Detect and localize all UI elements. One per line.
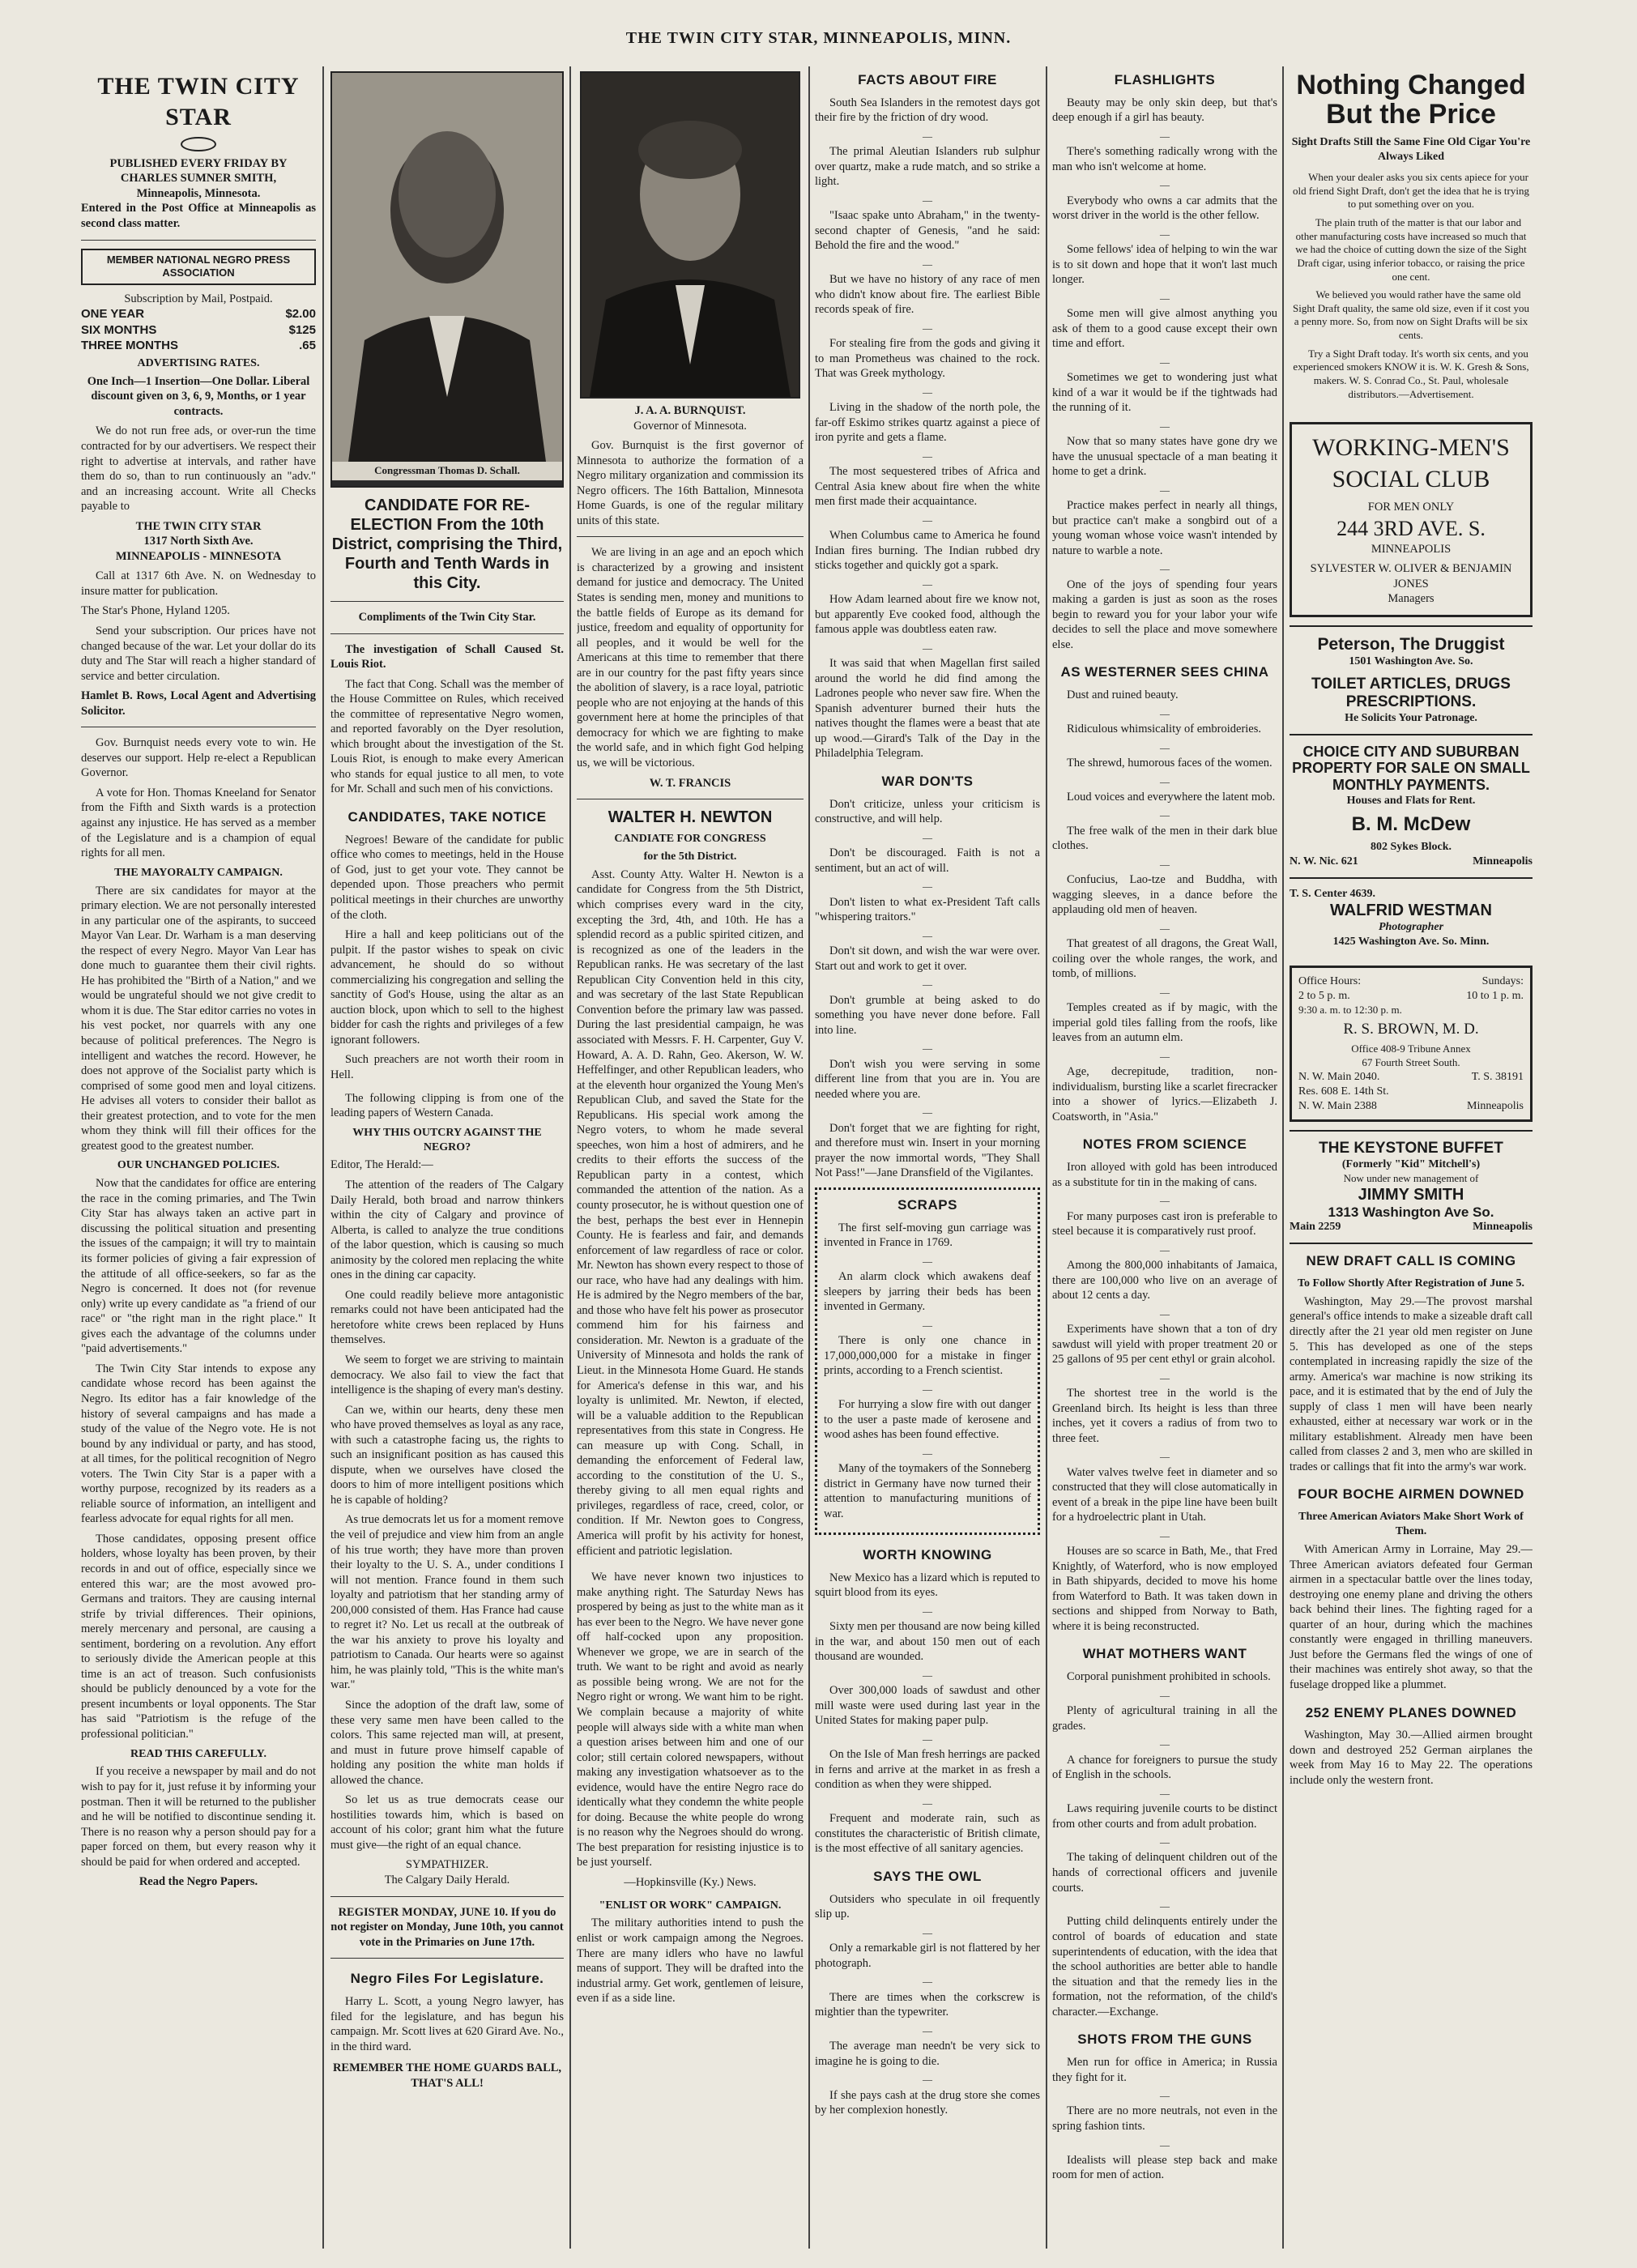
item-separator: —	[1160, 1195, 1170, 1207]
item-separator: —	[923, 322, 932, 334]
item-separator: —	[923, 194, 932, 206]
list-item: Some men will give almost anything you ask of them to a good cause except their own time and effort.	[1052, 307, 1277, 351]
column-rule	[808, 66, 810, 2249]
item-separator: —	[923, 929, 932, 941]
article-text: The Twin City Star intends to expose any candidate whose record has been against the Negro. Its editor has a fair knowledge of the history of several campaigns and has made a study of the value of the Negro vote. He is not bound by any individual or party, and has stood, at all times, for the political recognition of Negro voters. The Twin City Star is a paper with a worthy purpose, recognized by its readers as a reliable source of information, an intelligent and fearless advocate for equal rights for all men.	[81, 1362, 316, 1526]
list-item: Men run for office in America; in Russia they fight for it.	[1052, 2056, 1277, 2084]
list-item: Some fellows' idea of helping to win the war is to sit down and hope that it won't last much longer.	[1052, 243, 1277, 287]
article-text: Since the adoption of the draft law, some of these very same men have been called to the colors. This same rejected man will, at present, and must in future prove himself capable of holding any position the white man holds if allowed the chance.	[330, 1699, 564, 1787]
column-rule	[1046, 66, 1047, 2249]
portrait-photo	[330, 71, 564, 488]
item-separator: —	[923, 880, 932, 893]
item-separator: —	[923, 1669, 932, 1682]
item-separator: —	[1160, 228, 1170, 240]
rate-row: ONE YEAR $2.00	[81, 307, 316, 322]
item-separator: —	[1160, 2138, 1170, 2151]
article-text: Negroes! Beware of the candidate for public office who comes to meetings, held in the House of God, just to get your vote. They cannot be depended upon. Those preachers who permit political meetings in their churches are unworthy of the cloth.	[330, 833, 564, 922]
section-head: FACTS ABOUT FIRE	[858, 72, 997, 87]
headline: CANDIDATE FOR RE-ELECTION From the 10th District, comprising the Third, Fourth and Tenth Wards in this City.	[331, 497, 563, 592]
ad-headline: Nothing Changed But the Price	[1296, 71, 1526, 130]
item-separator: —	[1160, 707, 1170, 719]
item-separator: —	[923, 2074, 932, 2086]
item-separator: —	[1160, 1243, 1170, 1256]
section-head: FLASHLIGHTS	[1114, 72, 1216, 87]
list-item: Don't listen to what ex-President Taft calls "whispering traitors."	[815, 895, 1040, 924]
list-item: An alarm clock which awakens deaf sleepers by jarring their beds has been invented in Germany.	[824, 1269, 1031, 1314]
column-rule	[1282, 66, 1284, 2249]
item-separator: —	[923, 1926, 932, 1938]
list-item: There is only one chance in 17,000,000,000 for a mistake in finger prints, according to a French scientist.	[824, 1333, 1031, 1378]
entered-notice: Entered in the Post Office at Minneapolis as second class matter.	[81, 202, 316, 230]
item-separator: —	[923, 1106, 932, 1119]
list-item: Many of the toymakers of the Sonneberg district in Germany have now turned their attention to manufacturing munitions of war.	[824, 1461, 1031, 1520]
section-head: NOTES FROM SCIENCE	[1082, 1136, 1247, 1153]
subscription: Subscription by Mail, Postpaid.	[124, 292, 273, 305]
list-item: Beauty may be only skin deep, but that's deep enough if a girl has beauty.	[1052, 96, 1277, 125]
list-item: The primal Aleutian Islanders rub sulphur over quartz, make a rude match, and so strike a light.	[815, 145, 1040, 189]
item-separator: —	[1160, 1451, 1170, 1463]
list-item: On the Isle of Man fresh herrings are packed in ferns and arrive at the market in as fresh a condition as when they were shipped.	[815, 1748, 1040, 1792]
article-text: We are living in an age and an epoch which is characterized by a growing and insistent demand for justice and democracy. The United States is sending men, money and munitions to the battle fields of Europe as its demand for justice, freedom and equality of opportunity for all peoples, and it would be well for the Americans at this time to remember that there are in our country for the past fifty years since the abolition of slavery, is a race loyal, patriotic people who are not enjoying at the hands of this government here at home the principles of that democracy for which we are fighting to make the world safe, and in which fight God helping us, we will be victorious.	[577, 546, 804, 770]
article-text: Washington, May 29.—The provost marshal general's office intends to make a sizeable draft call directly after the 21 year old men register on June 5. This has developed as one of the steps contemplated in increasing rapidly the size of the army. America's war machine is now striking its pace, and it is estimated that by the end of July the supply of class 1 men will have been nearly exhausted, either at necessary war work or in the military establishment. Already men have been called from classes 2 and 3, men who are skilled in trades or callings that fit into the army's war work.	[1290, 1294, 1533, 1473]
list-item: Don't sit down, and wish the war were over. Start out and work to get it over.	[815, 944, 1040, 973]
list-item: When Columbus came to America he found Indian fires burning. The Indian rubbed dry sticks together and quickly got a spark.	[815, 529, 1040, 573]
list-item: Loud voices and everywhere the latent mob.	[1067, 790, 1276, 804]
section-head: AS WESTERNER SEES CHINA	[1060, 664, 1269, 680]
item-separator: —	[923, 1605, 932, 1618]
item-separator: —	[1160, 775, 1170, 787]
section-head: Negro Files For Legislature.	[350, 1971, 544, 1987]
section-head: SAYS THE OWL	[873, 1869, 982, 1885]
place: Minneapolis, Minnesota.	[136, 186, 261, 200]
article-text: With American Army in Lorraine, May 29.—Three American aviators defeated four German airmen in a spectacular battle over the lines today, destroying one enemy plane and driving the others back behind their lines. The fighting raged for a quarter of an hour, during which the machines constantly were engaged in thrilling maneuvers. Just before the Germans fled the wings of one of their machines was entirely shot away, so that the fuselage dropped like a plummet.	[1290, 1543, 1533, 1691]
column-rule	[569, 66, 571, 2249]
item-separator: —	[1160, 1371, 1170, 1383]
list-item: There are no more neutrals, not even in the spring fashion tints.	[1052, 2104, 1277, 2134]
column-1: THE TWIN CITY STAR PUBLISHED EVERY FRIDAY BY CHARLES SUMNER SMITH, Minneapolis, Minnesota. Entered in the Post Office at Minneapolis as second class matter. MEMBER NATIONAL NEGRO PRESS ASSOCIATION Subscription by Mail, Postpaid. ONE YEAR $2.00 SIX MONTHS $125 THREE MONTHS .65 ADVERTISING RATES. One Inch—1 Insertion—One Dollar. Liberal discount given on 3, 6, 9, Months, or 1 year contracts. We do not run free ads, or over-run the time contracted for by our advertisers. We respect their right to advertise at intervals, and rather have them do so, than to run continuously an "adv." and an increasing account. Write all Checks payable to THE TWIN CITY STAR 1317 North Sixth Ave. MINNEAPOLIS - MINNESOTA Call at 1317 6th Ave. N. on Wednesday to insure matter for publication. The Star's Phone, Hyland 1205. Send your subscription. Our prices have not changed because of the war. Let your dollar do its duty and The Star will reach a higher standard of service and better circulation. Hamlet B. Rows, Local Agent and Advertising Solicitor. Gov. Burnquist needs every vote to win. He deserves our support. Help re-elect a Republican Governor. A vote for Hon. Thomas Kneeland for Senator from the Fifth and Sixth wards is a protection against any injustice. He has served as a member of the Legislature and is a champion of equal rights for all men. THE MAYORALTY CAMPAIGN. There are six candidates for mayor at the primary election. We are not personally interested in any particular one of the aspirants, to succeed Mayor Van Lear. Dr. Warham is a man deserving the respect of every Negro. Mayor Van Lear has done much to guarantee them their civil rights. He has prohibited the "Birth of a Nation," and we would be ungrateful should we not give credit to whom it is due. The Star editor carries no votes in his vest pocket, nor quarrels with any one because of political preferences. The Negro is intelligent and watches the record. However, he does not approve of the Socialist party which is comprised of some good men and loyal citizens. He advises all voters to consider their ballot as their greatest protection, and to vote for the men whom they think will fill their offices for the greatest good to the greatest number. OUR UNCHANGED POLICIES. Now that the candidates for office are entering the race in the coming primaries, and The Twin City Star has always taken an active part in discussing the political situation and presenting the issues of the campaign; it will try to maintain its former policies of giving a fair expression of the attitude of all office-seekers, so far as the Negro is concerned. It does not (for revenue only) write up every candidate as "a friend of our race" or "the right man in the right place." It gives each the advantage of the columns under "paid advertisements." The Twin City Star intends to expose any candidate whose record has been against the Negro. Its editor has a fair knowledge of the history of several campaigns and has made a study of the value of the Negro vote. He is not bound by any individual or party, and has stood, at all times, for the political recognition of Negro voters. The Twin City Star is a paper with a worthy purpose, recognized by its readers as a reliable source of information, an intelligent and fearless advocate for equal rights for all men. Those candidates, opposing present office holders, whose loyalty has been proven, by their records in and out of office, especially since we entered this war; are the most avowed pro-Germans and traitors. They are causing internal strife by trivial differences. Their opinions, merely mercenary and personal, are causing a sentiment, bordering on a revolution. Any effort to seriously divide the American people at this time is an act of treason. Such confusionists should be publicly denounced by a vote for the present incumbents or loyal opponents. The Star has said "Patriotism is the refuge of the professional politician." READ THIS CAREFULLY. If you receive a newspaper by mail and do not wish to pay for it, just refuse it by informing your postman. Then it will be returned to the publisher and he will be notified to discontinue sending it. There is no reason why a person should pay for a paper forced on them, but every reason why it should be paid for when ordered and accepted. Read the Negro Papers.	[81, 73, 316, 1889]
section-head: WAR DON'TS	[881, 774, 974, 790]
list-item: Ridiculous whimsicality of embroideries.	[1067, 723, 1262, 736]
item-separator: —	[1160, 1307, 1170, 1319]
article-text: The fact that Cong. Schall was the member of the House Committee on Rules, which received the committee of representative Negro women, and reported favorably on the Dyer resolution, which brought about the investigation of the St. Louis Riot, is enough to make every American who stands for equal justice to all men, to vote for Mr. Schall and such men of his convictions.	[330, 677, 564, 796]
adv-body: One Inch—1 Insertion—One Dollar. Liberal discount given on 3, 6, 9, Months, or 1 year contracts.	[87, 374, 310, 418]
article-text: Now that the candidates for office are entering the race in the coming primaries, and The Twin City Star has always taken an active part in discussing the political situation and presenting the issues of the campaign; it will try to maintain its former policies of giving a fair expression of the attitude of all office-seekers, so far as the Negro is concerned. It does not (for revenue only) write up every candidate as "a friend of our race" or "the right man in the right place." It gives each the advantage of the columns under "paid advertisements."	[81, 1177, 316, 1356]
list-item: Sometimes we get to wondering just what kind of a war it would be if the tightwads had the running of it.	[1052, 371, 1277, 415]
item-separator: —	[923, 642, 932, 654]
item-separator: —	[923, 514, 932, 526]
property-ad: CHOICE CITY AND SUBURBAN PROPERTY FOR SALE ON SMALL MONTHLY PAYMENTS. Houses and Flats for Rent. B. M. McDew 802 Sykes Block. N. W. Nic. 621 Minneapolis	[1290, 734, 1533, 877]
list-item: New Mexico has a lizard which is reputed to squirt blood from its eyes.	[815, 1571, 1040, 1600]
list-item: Everybody who owns a car admits that the worst driver in the world is the other fellow.	[1052, 194, 1277, 223]
list-item: Putting child delinquents entirely under the control of boards of education and state superintendents of education, with the idea that the school authorities are better able to handle the situation and that the remedy lies in the formation, not the reformation, of the child's character.—Exchange.	[1052, 1915, 1277, 2019]
item-separator: —	[923, 1733, 932, 1746]
item-separator: —	[1160, 292, 1170, 304]
item-separator: —	[1160, 420, 1170, 432]
item-separator: —	[1160, 130, 1170, 142]
list-item: Now that so many states have gone dry we have the unusual spectacle of a man beating it home to get a drink.	[1052, 435, 1277, 479]
list-item: Confucius, Lao-tze and Buddha, with wagging sleeves, in a dance before the applauding old men of heaven.	[1052, 873, 1277, 917]
list-item: But we have no history of any race of men who didn't know about fire. The earliest Bible records speak of fire.	[815, 273, 1040, 317]
article-text: As true democrats let us for a moment remove the veil of prejudice and view him from an angle of his true worth; they have more than proven their loyalty to the U. S. A., under conditions I will not mention. France found in them such loyalty and patriotism that her standing army of 200,000 consisted of them. Has France had cause to regret it? No. Let us recall at the outbreak of the war his anxiety to prove his loyalty and patriotism to Canada. Our hearts were so against him, he was plainly told, "This is the white man's war."	[330, 1513, 564, 1692]
item-separator: —	[1160, 1738, 1170, 1750]
article-text: There are six candidates for mayor at the primary election. We are not personally interested in any particular one of the aspirants, to succeed Mayor Van Lear. Dr. Warham is a man deserving the respect of every Negro. Mayor Van Lear has done much to guarantee them their civil rights. He has prohibited the "Birth of a Nation," and we would be ungrateful should we not give credit to whom it is due. The Star editor carries no votes in his vest pocket, nor quarrels with any one because of political preferences. The Negro is intelligent and watches the record. However, he does not approve of the Socialist party which is comprised of some good men and loyal citizens. He advises all voters to consider their ballot as their greatest protection, and to vote for the men whom they think will fill their offices for the greatest good to the greatest number.	[81, 884, 316, 1153]
item-separator: —	[1160, 922, 1170, 934]
item-separator: —	[1160, 1050, 1170, 1062]
section-head: WORTH KNOWING	[863, 1547, 992, 1563]
section-head: SHOTS FROM THE GUNS	[1077, 2031, 1252, 2048]
item-separator: —	[1160, 809, 1170, 821]
list-item: The taking of delinquent children out of the hands of correctional officers and juvenile courts.	[1052, 1851, 1277, 1895]
article-text: Gov. Burnquist needs every vote to win. He deserves our support. Help re-elect a Republican Governor.	[81, 736, 316, 780]
article-text: Asst. County Atty. Walter H. Newton is a candidate for Congress from the 5th District, which comprises every ward in the city, excepting the 3rd, 4th, and 10th. He has a splendid record as a public spirited citizen, and is recognized as one of the leaders in the Republican ranks. He was secretary of the last Republican City Convention held in this city, and was secretary of the last State Republican Convention before the primary law was passed. During the last presidential campaign, he was associated with Messrs. F. H. Carpenter, Guy V. Howard, A. A. D. Rahn, Geo. Akerson, W. W. Heffelfinger, and other Republican leaders, who at the eleventh hour organized the Young Men's Republican Club, and saved the State for the Republicans. His special work among the Negro voters, to whom he made several speeches, won him a host of admirers, and he credits to their efforts the success of the Republican party in a contest, which commanded the attention of the nation. As a county prosecutor, he is without question one of the best, perhaps the best ever in Hennepin County. He is fearless and fair, and demands enforcement of law regardless of race or color. Mr. Newton has shown every respect to those of our race, who have had any dealings with him. He is admired by the Negro members of the bar, and those who have felt his power as prosecutor commend him for his fairness and consideration. Mr. Newton is a graduate of the University of Minnesota and holds the rank of Lieut. in the Minnesota Home Guard. He stands for America's defense in this war, and his loyalty is unlimited. Mr. Newton, if elected, will be a valuable addition to the Republican representatives from this state in Congress. He can measure up with Cong. Schall, in demanding the enforcement of Federal law, according to the constitution of the U. S., thereby giving to all men equal rights and privileges, regardless of race, creed, color, or condition. If Mr. Newton goes to Congress, America will profit by his activity for honest, efficient and patriotic legislation.	[577, 868, 804, 1558]
buffet-ad: THE KEYSTONE BUFFET (Formerly "Kid" Mitchell's) Now under new management of JIMMY SMITH 1313 Washington Ave So. Main 2259 Minneapolis	[1290, 1130, 1533, 1243]
list-item: Don't wish you were serving in some different line from that you are in. You are needed where you are.	[815, 1057, 1040, 1101]
register-notice: REGISTER MONDAY, JUNE 10. If you do not register on Monday, June 10th, you cannot vote in the Primaries on June 17th.	[330, 1905, 564, 1949]
list-item: Among the 800,000 inhabitants of Jamaica, there are 100,000 who live on an average of about 12 cents a day.	[1052, 1259, 1277, 1302]
item-separator: —	[1160, 1787, 1170, 1799]
rate-row: SIX MONTHS $125	[81, 322, 316, 337]
section-head: 252 ENEMY PLANES DOWNED	[1305, 1704, 1517, 1720]
article-text: Those candidates, opposing present office holders, whose loyalty has been proven, by their records in and out of office, especially since we entered this war; are the most avowed pro-Germans and traitors. They are causing internal strife by trivial differences. Their opinions, merely mercenary and personal, are causing a sentiment, bordering on a revolution. Any effort to seriously divide the American people at this time is an act of treason. Such confusionists should be publicly denounced by a vote for the present incumbents or loyal opponents. The Star has said "Patriotism is the refuge of the professional politician."	[81, 1532, 316, 1741]
list-item: Outsiders who speculate in oil frequently slip up.	[815, 1892, 1040, 1921]
item-separator: —	[923, 578, 932, 590]
photo-caption: J. A. A. BURNQUIST.	[634, 404, 746, 417]
list-item: Living in the shadow of the north pole, the far-off Eskimo strikes quartz against a piece of iron pyrite and gets a flame.	[815, 401, 1040, 445]
column-2: Congressman Thomas D. Schall. CANDIDATE FOR RE-ELECTION From the 10th District, comprising the Third, Fourth and Tenth Wards in this City. Compliments of the Twin City Star. The investigation of Schall Caused St. Louis Riot. The fact that Cong. Schall was the member of the House Committee on Rules, which received the committee of representative Negro women, and reported favorably on the Dyer resolution, which brought about the investigation of the St. Louis Riot, is enough to make every American who stands for equal justice to all men, to vote for Mr. Schall and such men of his convictions. CANDIDATES, TAKE NOTICE Negroes! Beware of the candidate for public office who comes to meetings, held in the House of God, just to get your vote. They cannot be depended upon. Those preachers who permit political meetings in their churches are unworthy of the cloth. Hire a hall and keep politicians out of the pulpit. If the pastor wishes to speak on civic advancement, he should do so without commercializing his congregation and selling the sanctity of God's House, using the altar as an auction block, upon which to sell to the highest bidder for cash the rights and privileges of a few ignorant followers. Such preachers are not worth their room in Hell. The following clipping is from one of the leading papers of Western Canada. WHY THIS OUTCRY AGAINST THE NEGRO? Editor, The Herald:— The attention of the readers of The Calgary Daily Herald, both broad and narrow thinkers within the city of Calgary and province of Alberta, is called to analyze the true conditions of the labor question, which is causing so much animosity by the colored men replacing the white ones in the dining car capacity. One could readily believe more antagonistic remarks could not have been anticipated had the heretofore white crews been replaced by Huns themselves. We seem to forget we are striving to maintain democracy. We also fail to view the fact that intelligence is the shaping of every man's destiny. Can we, within our hearts, deny these men who have proved themselves as loyal as any race, with such a catastrophe facing us, the rights to such an insignificant position as has caused this dispute, when we ourselves have closed the doors to him of more intelligent positions which he is capable of holding? As true democrats let us for a moment remove the veil of prejudice and view him from an angle of his true worth; they have more than proven their loyalty to the U. S. A., under conditions I will not mention. France found in them such loyalty and patriotism that her standing army of 200,000 consisted of them. Has France had cause to regret it? No. Let us recall at the outbreak of the war his anxiety to prove his loyalty and patriotism to Canada. Our hearts were so against him, he was plainly told, "This is the white man's war." Since the adoption of the draft law, some of these very same men have been called to the colors. This same rejected man will, at present, and must in future prove himself capable of holding any position the white man holds if allowed the chance. So let us as true democrats cease our hostilities towards him, which is based on account of his color; grant him what the future must give—the right of an equal chance. SYMPATHIZER. The Calgary Daily Herald. REGISTER MONDAY, JUNE 10. If you do not register on Monday, June 10th, you cannot vote in the Primaries on June 17th. Negro Files For Legislature. Harry L. Scott, a young Negro lawyer, has filed for the legislature, and has begun his campaign. Mr. Scott lives at 620 Girard Ave. No., in the third ward. REMEMBER THE HOME GUARDS BALL, THAT'S ALL!	[330, 71, 564, 2244]
doctor-ad: Office Hours: Sundays: 2 to 5 p. m. 10 to 1 p. m. 9:30 a. m. to 12:30 p. m. R. S. BROWN, M. D. Office 408-9 Tribune Annex 67 Fourth Street South. N. W. Main 2040. T. S. 38191 Res. 608 E. 14th St. N. W. Main 2388 Minneapolis	[1290, 966, 1533, 1123]
paper-title: THE TWIN CITY STAR	[97, 73, 300, 131]
list-item: The shortest tree in the world is the Greenland birch. Its height is less than three inches, yet it covers a radius of from two to three feet.	[1052, 1387, 1277, 1445]
list-item: The most sequestered tribes of Africa and Central Asia knew about fire when the white men first made their acquaintance.	[815, 465, 1040, 509]
adv-head: ADVERTISING RATES.	[137, 356, 260, 369]
article-text: We have never known two injustices to make anything right. The Saturday News has prospered by being as just to the white man as it has ever been to the Negro. We have never gone off half-cocked upon any proposition. Whenever we grope, we are in search of the truth. We want to be right and avoid as nearly as possible being wrong. We are not for the Negro right or wrong. We want him to be right. We complain because a majority of white people will always side with a white man when a question arises between him and one of our color; still certain colored newspapers, without making any investigation whatsoever as to the evidence, would have the entire Negro race do identically what they condemn the white people for doing. Because the white people do wrong is no reason why the Negroes should do wrong. The best preparation for resisting injustice is to be just yourself.	[577, 1571, 804, 1869]
item-separator: —	[1160, 1529, 1170, 1541]
item-separator: —	[1160, 1689, 1170, 1701]
scraps-box	[815, 1187, 1040, 1535]
list-item: For stealing fire from the gods and giving it to man Prometheus was chained to the rock. That was Greek mythology.	[815, 337, 1040, 381]
article-text: The military authorities intend to push the enlist or work campaign among the Negroes. There are many idlers who have no lawful means of support. They will be drafted into the industrial army. Get work, gentlemen of leisure, even if as a side line.	[577, 1916, 804, 2006]
list-item: The first self-moving gun carriage was invented in France in 1769.	[824, 1221, 1031, 1250]
item-separator: —	[1160, 356, 1170, 368]
list-item: Dust and ruined beauty.	[1067, 688, 1179, 702]
item-separator: —	[923, 1976, 932, 1988]
rates-table	[81, 306, 316, 353]
article-text: Gov. Burnquist is the first governor of Minnesota to authorize the formation of a Negro military organization and commission its Negro officers. The 16th Battalion, Minnesota Home Guards, is one of the regular military units of this state.	[577, 439, 804, 527]
list-item: How Adam learned about fire we know not, but apparently Eve cooked food, although the famous apple was doubtless eaten raw.	[815, 593, 1040, 637]
list-item: There's something radically wrong with the man who isn't welcome at home.	[1052, 145, 1277, 173]
list-item: Iron alloyed with gold has been introduced as a substitute for tin in the making of cans.	[1052, 1161, 1277, 1189]
item-separator: —	[923, 2024, 932, 2036]
list-item: For many purposes cast iron is preferable to steel because it is comparatively rust proof.	[1052, 1209, 1277, 1238]
list-item: Sixty men per thousand are now being killed in the war, and about 150 men out of each thousand are wounded.	[815, 1620, 1040, 1664]
article-text: If you receive a newspaper by mail and do not wish to pay for it, just refuse it by informing your postman. Then it will be returned to the publisher and he will be notified to discontinue sending it. There is no reason why a person should pay for a paper forced on them, but every reason why it should be paid for when ordered and accepted.	[81, 1765, 316, 1869]
list-item: A chance for foreigners to pursue the study of English in the schools.	[1052, 1753, 1277, 1782]
list-item: Don't be discouraged. Faith is not a sentiment, but an act of will.	[815, 846, 1040, 875]
list-item: Don't criticize, unless your criticism is constructive, and will help.	[815, 797, 1040, 826]
article-text: Call at 1317 6th Ave. N. on Wednesday to insure matter for publication.	[81, 569, 316, 598]
section-head: NEW DRAFT CALL IS COMING	[1306, 1253, 1516, 1269]
section-head: OUR UNCHANGED POLICIES.	[117, 1159, 280, 1172]
article-text: A vote for Hon. Thomas Kneeland for Senator from the Fifth and Sixth wards is a protection against any injustice. He has served as a member of the Legislature and is a champion of equal rights for all men.	[81, 786, 316, 860]
member-box: MEMBER NATIONAL NEGRO PRESS ASSOCIATION	[81, 249, 316, 285]
article-text: The following clipping is from one of the leading papers of Western Canada.	[330, 1091, 564, 1120]
item-separator: —	[923, 1447, 932, 1459]
article-text: Send your subscription. Our prices have not changed because of the war. Let your dollar do its duty and The Star will reach a higher standard of service and better circulation.	[81, 624, 316, 683]
item-separator: —	[923, 1255, 932, 1267]
published-line: PUBLISHED EVERY FRIDAY BY	[109, 156, 288, 170]
list-item: Temples created as if by magic, with the imperial gold tiles falling from the roofs, like leaves from an autumn elm.	[1052, 1001, 1277, 1045]
item-separator: —	[923, 258, 932, 270]
running-head: THE TWIN CITY STAR, MINNEAPOLIS, MINN.	[625, 29, 1012, 47]
list-item: The shrewd, humorous faces of the women.	[1067, 756, 1273, 770]
list-item: Laws requiring juvenile courts to be distinct from other courts and from adult probation.	[1052, 1802, 1277, 1831]
section-head: "ENLIST OR WORK" CAMPAIGN.	[599, 1899, 782, 1912]
item-separator: —	[1160, 858, 1170, 870]
section-head: WHAT MOTHERS WANT	[1082, 1646, 1247, 1662]
photographer-ad: T. S. Center 4639. WALFRID WESTMAN Photographer 1425 Washington Ave. So. Minn.	[1290, 877, 1533, 957]
article-text: We seem to forget we are striving to maintain democracy. We also fail to view the fact that intelligence is the shaping of every man's destiny.	[330, 1353, 564, 1397]
list-item: Frequent and moderate rain, such as constitutes the characteristic of British climate, is the most effective of all sanitary agencies.	[815, 1812, 1040, 1856]
item-separator: —	[1160, 986, 1170, 998]
column-rule	[322, 66, 324, 2249]
article-text: Such preachers are not worth their room in Hell.	[330, 1053, 564, 1081]
headline: WALTER H. NEWTON	[607, 808, 773, 827]
item-separator: —	[1160, 1900, 1170, 1912]
publisher: CHARLES SUMNER SMITH,	[120, 172, 277, 185]
list-item: Only a remarkable girl is not flattered by her photograph.	[815, 1942, 1040, 1970]
item-separator: —	[923, 386, 932, 398]
item-separator: —	[923, 978, 932, 991]
item-separator: —	[923, 1797, 932, 1810]
item-separator: —	[1160, 741, 1170, 753]
list-item: Practice makes perfect in nearly all things, but practice can't make a songbird out of a young woman whose voice wasn't intended by nature to warble a note.	[1052, 499, 1277, 557]
column-5	[1052, 71, 1277, 2244]
item-separator: —	[923, 1383, 932, 1395]
section-head: FOUR BOCHE AIRMEN DOWNED	[1298, 1486, 1524, 1503]
item-separator: —	[1160, 563, 1170, 575]
section-head: THE MAYORALTY CAMPAIGN.	[114, 866, 283, 879]
list-item: Experiments have shown that a ton of dry sawdust will yield with proper treatment 20 or 25 gallons of 95 per cent ethyl or grain alcohol.	[1052, 1323, 1277, 1366]
item-separator: —	[923, 130, 932, 142]
list-item: Over 300,000 loads of sawdust and other mill waste were used during last year in the United States for making paper pulp.	[815, 1684, 1040, 1728]
article-text: So let us as true democrats cease our hostilities towards him, which is based on account of his color; grant him what the future must give—the right of an equal chance.	[330, 1793, 564, 1852]
item-separator: —	[1160, 484, 1170, 496]
list-item: Don't forget that we are fighting for right, and therefore must win. Insert in your morning prayer the now immortal words, "They Shall Not Pass!"—Jane Dransfield of the Vigilantes.	[815, 1121, 1040, 1180]
cigar-ad: Nothing Changed But the Price Sight Drafts Still the Same Fine Old Cigar You're Always Liked When your dealer asks you six cents apiece for your old friend Sight Draft, don't get the idea that he is trying to put something over on you. The plain truth of the matter is that our labor and other manufacturing costs have increased so much that we had the choice of cutting down the size of the Sight Draft cigar, using inferior tobacco, or raising the price one cent. We believed you would rather have the same old Sight Draft quality, the same old size, even if it cost you a penny more. So, from now on Sight Drafts will be six cents. Try a Sight Draft today. It's worth six cents, and you experienced smokers KNOW it is. W. K. Gresh & Sons, makers. W. S. Conrad Co., St. Paul, wholesale distributors.—Advertisement.	[1290, 71, 1533, 414]
list-item: That greatest of all dragons, the Great Wall, coiling over the whole ranges, the work, and tomb, of millions.	[1052, 937, 1277, 981]
list-item: Plenty of agricultural training in all the grades.	[1052, 1704, 1277, 1733]
article-text: Can we, within our hearts, deny these men who have proved themselves as loyal as any race, with such a catastrophe facing us, the rights to such an insignificant position as has caused this dispute, when we ourselves have closed the doors to him of more intelligent positions which he is capable of holding?	[330, 1403, 564, 1507]
list-item: It was said that when Magellan first sailed around the world he did find among the Ladrones people who never saw fire. When the Spanish adventurer burned their huts the natives thought the flames were a beast that ate up wood.—Girard's Talk of the Day in the Philadelphia Telegram.	[815, 657, 1040, 761]
list-item: The average man needn't be very sick to imagine he is going to die.	[815, 2040, 1040, 2068]
list-item: Water valves twelve feet in diameter and so constructed that they will close automatically in event of a break in the pipe line have been built for a hydroelectric plant in Utah.	[1052, 1465, 1277, 1524]
column-6: Nothing Changed But the Price Sight Drafts Still the Same Fine Old Cigar You're Always Liked When your dealer asks you six cents apiece for your old friend Sight Draft, don't get the idea that he is trying to put something over on you. The plain truth of the matter is that our labor and other manufacturing costs have increased so much that we had the choice of cutting down the size of the Sight Draft cigar, using inferior tobacco, or raising the price one cent. We believed you would rather have the same old Sight Draft quality, the same old size, even if it cost you a penny more. So, from now on Sight Drafts will be six cents. Try a Sight Draft today. It's worth six cents, and you experienced smokers KNOW it is. W. K. Gresh & Sons, makers. W. S. Conrad Co., St. Paul, wholesale distributors.—Advertisement. WORKING-MEN'S SOCIAL CLUB FOR MEN ONLY 244 3RD AVE. S. MINNEAPOLIS SYLVESTER W. OLIVER & BENJAMIN JONES Managers Peterson, The Druggist 1501 Washington Ave. So. TOILET ARTICLES, DRUGS PRESCRIPTIONS. He Solicits Your Patronage. CHOICE CITY AND SUBURBAN PROPERTY FOR SALE ON SMALL MONTHLY PAYMENTS. Houses and Flats for Rent. B. M. McDew 802 Sykes Block. N. W. Nic. 621 Minneapolis T. S. Center 4639. WALFRID WESTMAN Photographer 1425 Washington Ave. So. Minn. Office Hours: Sundays: 2 to 5 p. m. 10 to 1 p. m. 9:30 a. m. to 12:30 p. m. R. S. BROWN, M. D. Office 408-9 Tribune Annex 67 Fourth Street South. N. W. Main 2040. T. S. 38191 Res. 608 E. 14th St. N. W. Main 2388 Minneapolis THE KEYSTONE BUFFET (Formerly "Kid" Mitchell's) Now under new management of JIMMY SMITH 1313 Washington Ave So. Main 2259 Minneapolis NEW DRAFT CALL IS COMING To Follow Shortly After Registration of June 5. Washington, May 29.—The provost marshal general's office intends to make a sizeable draft call directly after the 21 year old men register on June 5. This has developed as one of the steps contemplated in increasing rapidly the size of the army. America's war machine is now striking its pace, and it is estimated that by the end of July the supply of class 1 men will have been nearly exhausted, either at necessary war work or in the military establishment. Already men have been called from classes 2 and 3, men who are skilled in trades or callings that fit into the army's war work. FOUR BOCHE AIRMEN DOWNED Three American Aviators Make Short Work of Them. With American Army in Lorraine, May 29.—Three American aviators defeated four German airmen in a spectacular battle over the lines today, destroying one enemy plane and driving the others back behind their lines. The fighting raged for a quarter of an hour, during which the machines constantly were engaged in thrilling maneuvers. Just before the Germans fled the wings of one of their machines was entirely shot away, so that the fuselage dropped like a plummet. 252 ENEMY PLANES DOWNED Washington, May 30.—Allied airmen brought down and destroyed 252 German airplanes the week from May 16 to May 22. The operations include only the western front.	[1290, 71, 1533, 1787]
section-head: READ THIS CAREFULLY.	[130, 1747, 266, 1760]
column-4	[815, 71, 1040, 2244]
section-head: CANDIDATES, TAKE NOTICE	[347, 809, 547, 825]
item-separator: —	[1160, 2090, 1170, 2102]
section-head: WHY THIS OUTCRY AGAINST THE NEGRO?	[352, 1126, 542, 1153]
photo-caption: Congressman Thomas D. Schall.	[332, 462, 562, 480]
list-item: For hurrying a slow fire with out danger to the user a paste made of kerosene and wood ashes has been found effective.	[824, 1397, 1031, 1442]
list-item: Don't grumble at being asked to do something you have never done before. Fall into line.	[815, 993, 1040, 1037]
article-text: We do not run free ads, or over-run the time contracted for by our advertisers. We respect their right to advertise at intervals, and rather have them do so, than to run continuously an "adv." and an increasing account. Write all Checks payable to	[81, 424, 316, 514]
list-item: Corporal punishment prohibited in schools.	[1067, 1670, 1271, 1684]
article-text: Hire a hall and keep politicians out of the pulpit. If the pastor wishes to speak on civic advancement, he should do so without commercializing his congregation and selling the sanctity of God's House, using the altar as an auction block, upon which to sell to the highest bidder for cash the rights and privileges of a few ignorant followers.	[330, 928, 564, 1047]
list-item: "Isaac spake unto Abraham," in the twenty-second chapter of Genesis, "and he said: Behold the fire and the wood."	[815, 209, 1040, 253]
remember-notice: REMEMBER THE HOME GUARDS BALL, THAT'S ALL!	[332, 2061, 562, 2090]
article-text: The attention of the readers of The Calgary Daily Herald, both broad and narrow thinkers within the city of Calgary and province of Alberta, is called to analyze the true conditions of the labor question, which is causing so much animosity by the colored men replacing the white ones in the dining car capacity.	[330, 1178, 564, 1282]
list-item: If she pays cash at the drug store she comes by her complexion honestly.	[815, 2088, 1040, 2117]
club-ad: WORKING-MEN'S SOCIAL CLUB FOR MEN ONLY 244 3RD AVE. S. MINNEAPOLIS SYLVESTER W. OLIVER & BENJAMIN JONES Managers	[1290, 422, 1533, 617]
item-separator: —	[923, 1042, 932, 1055]
item-separator: —	[1160, 179, 1170, 191]
list-item: The free walk of the men in their dark blue clothes.	[1052, 824, 1277, 853]
rate-row: THREE MONTHS .65	[81, 338, 316, 352]
column-3: J. A. A. BURNQUIST. Governor of Minnesota. Gov. Burnquist is the first governor of Minnesota to authorize the formation of a Negro military organization and commission its Negro officers. The 16th Battalion, Minnesota Home Guards, is one of the regular military units of this state. We are living in an age and an epoch which is characterized by a growing and insistent demand for justice and democracy. The United States is sending men, money and munitions to the battle fields of Europe as its demand for justice, freedom and equality of opportunity for all peoples, and it would be well for the Americans at this time to remember that there are in our country for the past fifty years since the abolition of slavery, is a race loyal, patriotic people who are not enjoying at the hands of this government here at home the principles of that democracy for which we are fighting to make the world safe, and in which fight God helping us, we will be victorious. W. T. FRANCIS WALTER H. NEWTON CANDIATE FOR CONGRESS for the 5th District. Asst. County Atty. Walter H. Newton is a candidate for Congress from the 5th District, which comprises every ward in the city, excepting the 3rd, 4th, and 10th. He has a splendid record as a public spirited citizen, and is recognized as one of the leaders in the Republican ranks. He was secretary of the last Republican City Convention held in this city, and was secretary of the last State Republican Convention before the primary law was passed. During the last presidential campaign, he was associated with Messrs. F. H. Carpenter, Guy V. Howard, A. A. D. Rahn, Geo. Akerson, W. W. Heffelfinger, and other Republican leaders, who at the eleventh hour organized the Young Men's Republican Club, and saved the State for the Republicans. His special work among the Negro voters, to whom he made several speeches, won him a host of admirers, and he credits to their efforts the success of the Republican party in a contest, which commanded the attention of the nation. As a county prosecutor, he is without question one of the best, perhaps the best ever in Hennepin County. He is fearless and fair, and demands enforcement of law regardless of race or color. Mr. Newton has shown every respect to those of our race, who have had any dealings with him. He is admired by the Negro members of the bar, and those who have felt his power as prosecutor commend him for his fairness and consideration. Mr. Newton is a graduate of the University of Minnesota and holds the rank of Lieut. in the Minnesota Home Guard. He stands for America's defense in this war, and his loyalty is unlimited. Mr. Newton, if elected, will be a valuable addition to the Republican representatives from this state in Congress. He can measure up with Cong. Schall, in demanding the enforcement of Federal law, according to the constitution of the U. S., thereby giving to all men equal rights and privileges, regardless of race, creed, color, or condition. If Mr. Newton goes to Congress, America will profit by his activity for honest, efficient and patriotic legislation. We have never known two injustices to make anything right. The Saturday News has prospered by being as just to the white man as it has ever been to the Negro. We have never gone off half-cocked upon any proposition. Whenever we grope, we are in search of the truth. We want to be right and avoid as nearly as possible being wrong. We are not for the Negro right or wrong. We want him to be right. We complain because a majority of white people will always side with a white man when a question arises between him and one of our color; still certain colored newspapers, without making any investigation whatsoever as to the evidence, would have the entire Negro race do identically what they condemn the white people for doing. Because the white people do wrong is no reason why the Negroes should do wrong. The best preparation for resisting injustice is to be just yourself. —Hopkinsville (Ky.) News. "ENLIST OR WORK" CAMPAIGN. The military authorities intend to push the enlist or work campaign among the Negroes. There are many idlers who have no lawful means of support. They will be drafted into the industrial army. Get work, gentlemen of leisure, even if as a side line.	[577, 71, 804, 2244]
list-item: One of the joys of spending four years making a garden is just as soon as the roses begin to reward you for your labor your wife decides to sell the place and move somewhere else.	[1052, 578, 1277, 651]
item-separator: —	[1160, 1836, 1170, 1848]
item-separator: —	[923, 831, 932, 843]
list-item: Age, decrepitude, tradition, non-individualism, bursting like a scarlet firecracker into a shower of lyrics.—Elizabeth J. Coatsworth, in "Asia."	[1052, 1065, 1277, 1123]
list-item: Houses are so scarce in Bath, Me., that Fred Knightly, of Waterford, who is now employed in Bath shipyards, decided to move his home from Waterford to Bath. It was taken down in sections and shipped from Norway to Bath, where it is being reconstructed.	[1052, 1545, 1277, 1633]
item-separator: —	[923, 1319, 932, 1331]
star-emblem-icon	[181, 137, 216, 151]
list-item: South Sea Islanders in the remotest days got their fire by the friction of dry wood.	[815, 96, 1040, 125]
section-head: SCRAPS	[897, 1196, 957, 1213]
article-text: Harry L. Scott, a young Negro lawyer, has filed for the legislature, and has begun his campaign. Mr. Scott lives at 620 Girard Ave. No., in the third ward.	[330, 1994, 564, 2053]
item-separator: —	[923, 450, 932, 462]
article-text: Washington, May 30.—Allied airmen brought down and destroyed 252 German airplanes the week from May 16 to May 22. The operations include only the western front.	[1290, 1729, 1533, 1787]
portrait-photo	[580, 71, 800, 399]
druggist-ad: Peterson, The Druggist 1501 Washington Ave. So. TOILET ARTICLES, DRUGS PRESCRIPTIONS. He Solicits Your Patronage.	[1290, 625, 1533, 734]
article-text: One could readily believe more antagonistic remarks could not have been anticipated had the heretofore white crews been replaced by Huns themselves.	[330, 1288, 564, 1347]
list-item: There are times when the corkscrew is mightier than the typewriter.	[815, 1990, 1040, 2019]
list-item: Idealists will please step back and make room for men of action.	[1052, 2153, 1277, 2182]
